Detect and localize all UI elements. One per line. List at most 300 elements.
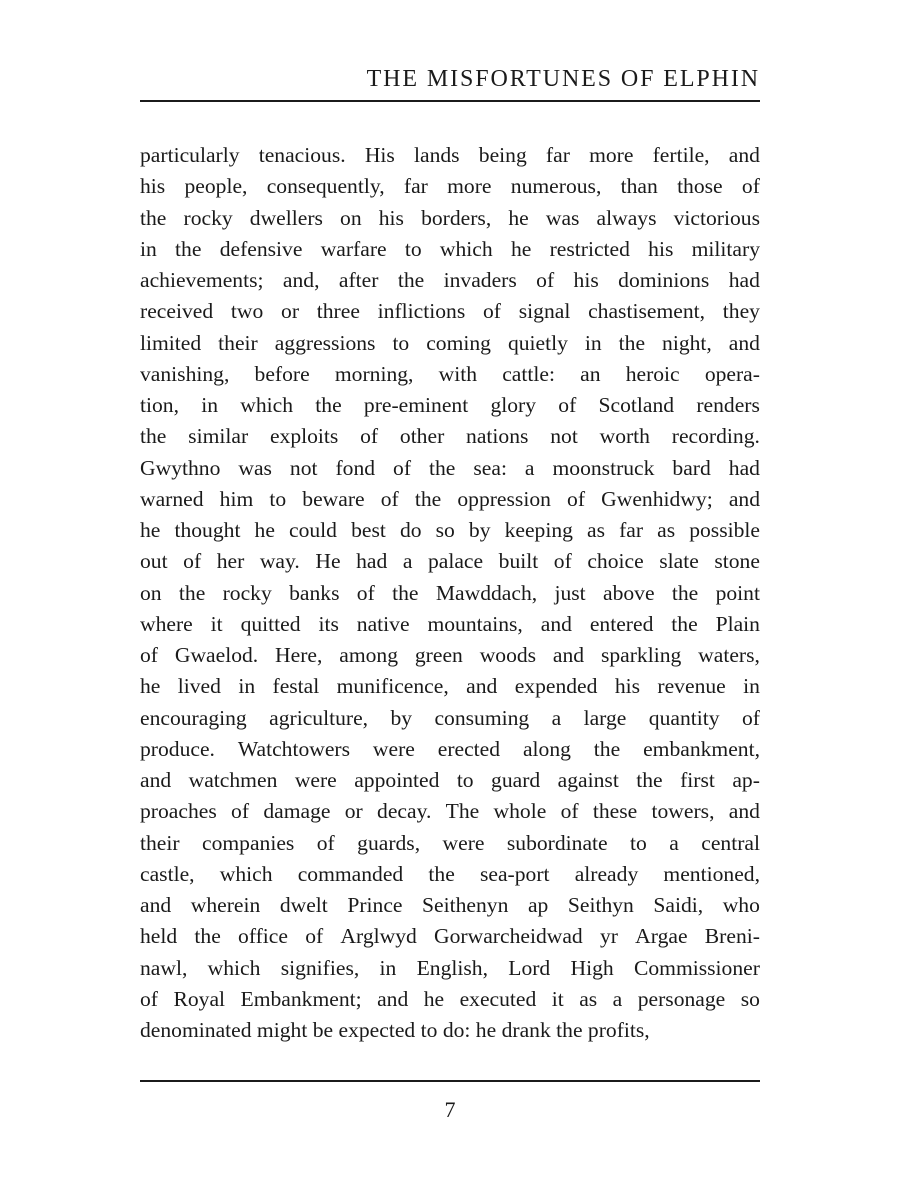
body-word: in (743, 674, 760, 699)
body-word: a (551, 705, 562, 730)
body-word: were (442, 830, 485, 855)
body-word: festal (272, 674, 320, 699)
body-word: English, (416, 955, 488, 980)
body-word: limited (140, 330, 202, 355)
body-word: the (140, 424, 167, 449)
body-word: to (392, 330, 410, 355)
body-word: the (178, 580, 206, 605)
body-word: glory (490, 393, 537, 417)
body-word: point (715, 580, 760, 605)
body-word: Here, (275, 643, 323, 667)
body-word: of (316, 830, 335, 855)
body-word: had (728, 455, 760, 480)
body-word: rocky (222, 580, 272, 605)
body-word: and (728, 330, 760, 355)
body-line (140, 609, 760, 640)
body-word: to (630, 830, 647, 855)
body-word: green (414, 643, 463, 667)
body-word: woods (479, 643, 537, 667)
body-word: its (318, 611, 339, 636)
body-word: Gwaelod. (174, 643, 259, 667)
body-word: and (728, 486, 760, 511)
body-word: whole (493, 799, 547, 824)
body-word: far (545, 143, 570, 167)
body-line (140, 359, 760, 390)
body-word: the (392, 580, 419, 605)
body-word: just (554, 580, 586, 605)
body-word: moonstruck (552, 455, 655, 480)
body-word: Seithyn (567, 893, 634, 917)
body-word: agriculture, (269, 705, 369, 730)
body-word: of (558, 393, 577, 417)
body-word: defensive (219, 236, 303, 261)
body-word: had (728, 268, 760, 292)
body-word: these (592, 799, 638, 824)
body-word: with (438, 361, 478, 386)
body-word: decay. (377, 799, 432, 824)
body-word: by (468, 518, 491, 542)
body-word: pre-eminent (363, 393, 469, 417)
body-word: He (315, 549, 341, 574)
body-word: among (339, 643, 399, 667)
body-word: in (379, 955, 397, 980)
body-text-block (140, 140, 760, 1046)
body-word: dominions (618, 268, 710, 292)
body-word: which (240, 393, 294, 417)
body-word: he (423, 986, 445, 1011)
body-word: High (570, 955, 614, 980)
body-word: his (614, 674, 641, 699)
body-word: proaches (140, 799, 217, 824)
body-word: beware (302, 486, 365, 511)
body-word: above (602, 580, 655, 605)
body-word: Embankment; (240, 986, 362, 1011)
body-word: heroic (625, 361, 680, 386)
body-word: yr (599, 924, 618, 949)
body-word: not (289, 455, 318, 480)
body-word: office (238, 924, 288, 949)
body-word: and (540, 611, 572, 636)
body-word: the (397, 268, 425, 292)
body-word: of (483, 299, 501, 324)
body-word: on (140, 580, 162, 605)
body-word: he (140, 518, 161, 542)
body-word: his (573, 268, 599, 292)
body-word: was (545, 205, 580, 230)
body-word: the (428, 861, 455, 886)
body-word: aggressions (274, 330, 376, 355)
body-word: their (140, 830, 180, 855)
body-word: quietly (507, 330, 568, 355)
body-word: they (722, 299, 760, 324)
body-word: morning, (334, 361, 414, 386)
body-word: far (619, 518, 644, 542)
body-word: Argae (635, 924, 688, 949)
body-word: bard (672, 455, 711, 480)
body-line (140, 921, 760, 952)
body-line (140, 796, 760, 827)
body-word: chastisement, (588, 299, 706, 324)
body-line (140, 859, 760, 890)
body-line (140, 984, 760, 1015)
body-word: and (466, 674, 498, 699)
body-word: of (380, 486, 399, 511)
body-word: mentioned, (663, 861, 760, 886)
body-word: erected (437, 736, 501, 761)
body-word: Gorwarcheidwad (434, 924, 583, 949)
body-word: the (671, 580, 699, 605)
body-word: far (403, 174, 428, 199)
body-word: in (201, 393, 219, 417)
body-word: Commissioner (633, 955, 760, 980)
body-word: were (372, 736, 415, 761)
body-word: Scotland (598, 393, 675, 417)
body-word: not (550, 424, 578, 449)
body-word: of (741, 705, 760, 730)
body-line (140, 265, 760, 296)
body-word: tenacious. (258, 143, 346, 167)
body-word: more (589, 143, 634, 167)
body-word: wherein (190, 893, 261, 917)
body-word: personage (637, 986, 726, 1011)
body-word: embankment, (643, 736, 760, 761)
body-word: signifies, (280, 955, 360, 980)
body-word: two (230, 299, 264, 324)
body-word: dwelt (279, 893, 328, 917)
body-word: and (552, 643, 585, 667)
body-word: than (620, 174, 658, 199)
body-word: people, (184, 174, 248, 199)
body-word: produce. (140, 736, 215, 761)
body-line (140, 328, 760, 359)
body-word: tion, (140, 393, 179, 417)
body-line (140, 765, 760, 796)
body-word: the (618, 330, 646, 355)
body-word: quitted (240, 611, 301, 636)
body-word: damage (263, 799, 331, 824)
body-word: a (669, 830, 679, 855)
body-word: a (524, 455, 535, 480)
body-word: three (316, 299, 360, 324)
body-word: as (587, 518, 605, 542)
body-word: he (510, 236, 532, 261)
body-word: lands (414, 143, 460, 167)
body-line (140, 453, 760, 484)
body-word: subordinate (506, 830, 608, 855)
body-line (140, 578, 760, 609)
body-word: commanded (297, 861, 404, 886)
body-word: lived (177, 674, 221, 699)
body-word: her (216, 549, 245, 574)
body-word: keeping (504, 518, 573, 542)
body-word: appointed (354, 768, 440, 792)
body-word: an (580, 361, 601, 386)
body-word: Gwenhidwy; (601, 486, 713, 511)
body-word: of (356, 580, 375, 605)
body-word: and (728, 143, 760, 167)
body-word: by (390, 705, 413, 730)
body-word: in (584, 330, 602, 355)
body-word: dwellers (249, 205, 323, 230)
body-word: fond (335, 455, 376, 480)
body-line (140, 515, 760, 546)
body-word: exploits (269, 424, 339, 449)
body-word: of (231, 799, 250, 824)
body-word: guard (491, 768, 541, 792)
body-word: the (593, 736, 621, 761)
body-word: numerous, (510, 174, 602, 199)
body-word: Lord (508, 955, 551, 980)
body-word: restricted (549, 236, 630, 261)
body-word: of (140, 643, 158, 667)
body-word: palace (427, 549, 484, 574)
body-line (140, 421, 760, 452)
body-word: The (445, 799, 480, 824)
body-word: watchmen (188, 768, 278, 792)
body-word: Seithenyn (422, 893, 509, 917)
body-word: do (399, 518, 422, 542)
body-word: of (553, 549, 572, 574)
footer-rule (140, 1080, 760, 1082)
body-word: borders, (421, 205, 492, 230)
body-word: the (429, 455, 456, 480)
body-word: to (456, 768, 474, 792)
body-word: choice (587, 549, 644, 574)
body-word: he (254, 518, 275, 542)
body-word: where (140, 611, 193, 636)
body-word: he (140, 674, 161, 699)
body-word: were (294, 768, 337, 792)
body-word: and (140, 893, 172, 917)
body-word: guards, (357, 830, 421, 855)
body-word: signal (518, 299, 571, 324)
body-line (140, 390, 760, 421)
body-word: central (701, 830, 760, 855)
body-word: which (439, 236, 493, 261)
body-word: stone (714, 549, 760, 574)
body-paragraph (140, 140, 760, 1046)
body-word: native (356, 611, 410, 636)
body-line (140, 953, 760, 984)
body-word: sparkling (600, 643, 682, 667)
body-word: recording. (671, 424, 760, 449)
body-word: a (612, 986, 623, 1011)
body-word: of (560, 799, 579, 824)
body-word: as (579, 986, 598, 1011)
body-line (140, 703, 760, 734)
body-word: the (140, 205, 167, 230)
body-word: ap- (732, 768, 760, 792)
body-word: it (551, 986, 564, 1011)
body-word: ap (527, 893, 549, 917)
body-word: large (583, 705, 627, 730)
body-word: consequently, (266, 174, 385, 199)
body-word: sea: (473, 455, 507, 480)
body-word: so (435, 518, 455, 542)
body-word: thought (174, 518, 241, 542)
body-word: of (360, 424, 379, 449)
body-word: it (210, 611, 223, 636)
body-word: who (722, 893, 760, 917)
body-line (140, 203, 760, 234)
body-word: and (377, 986, 409, 1011)
body-word: of (183, 549, 202, 574)
body-word: in (140, 236, 157, 261)
body-word: and (140, 768, 172, 792)
body-word: His (364, 143, 395, 167)
body-word: coming (426, 330, 491, 355)
body-line (140, 671, 760, 702)
body-word: of (140, 986, 158, 1011)
body-word: castle, (140, 861, 195, 886)
body-word: possible (689, 518, 760, 542)
body-word: so (740, 986, 760, 1011)
header-rule (140, 100, 760, 102)
body-word: towers, (651, 799, 715, 824)
body-word: revenue (657, 674, 726, 699)
body-word: of (393, 455, 412, 480)
body-word: companies (201, 830, 295, 855)
body-word: Plain (715, 611, 760, 636)
body-line (140, 734, 760, 765)
body-word: he (508, 205, 529, 230)
body-word: had (356, 549, 388, 574)
body-word: which (207, 955, 261, 980)
body-line: denominated might be expected to do: he drank the profits, (140, 1018, 650, 1042)
body-word: invaders (443, 268, 517, 292)
body-word: slate (659, 549, 699, 574)
body-word: before (254, 361, 310, 386)
body-word: was (238, 455, 272, 480)
body-word: after (338, 268, 379, 292)
body-word: the (194, 924, 221, 949)
body-line (140, 640, 760, 671)
body-word: rocky (183, 205, 233, 230)
body-word: out (140, 549, 168, 574)
body-word: Saidi, (653, 893, 704, 917)
body-word: always (596, 205, 657, 230)
body-word: him (219, 486, 254, 511)
body-word: the (671, 611, 698, 636)
body-word: Royal (173, 986, 226, 1011)
body-word: their (218, 330, 258, 355)
running-head: THE MISFORTUNES OF ELPHIN (366, 66, 760, 92)
body-word: best (351, 518, 386, 542)
body-word: victorious (673, 205, 760, 230)
body-word: along (522, 736, 571, 761)
body-word: of (567, 486, 586, 511)
body-word: the (315, 393, 342, 417)
body-line (140, 546, 760, 577)
body-word: expended (514, 674, 598, 699)
body-word: against (557, 768, 619, 792)
body-word: first (680, 768, 715, 792)
body-word: other (399, 424, 445, 449)
body-word: Arglwyd (340, 924, 417, 949)
body-word: to (269, 486, 287, 511)
body-word: and, (282, 268, 320, 292)
body-line (140, 234, 760, 265)
body-word: cattle: (502, 361, 555, 386)
body-line (140, 171, 760, 202)
body-word: Watchtowers (237, 736, 351, 761)
body-word: particularly (140, 143, 240, 167)
body-word: of (305, 924, 324, 949)
body-word: opera- (704, 361, 760, 386)
body-word: executed (459, 986, 537, 1011)
body-line (140, 296, 760, 327)
body-word: achievements; (140, 268, 264, 292)
body-word: or (344, 799, 363, 824)
body-word: Mawddach, (435, 580, 538, 605)
body-word: inflictions (377, 299, 466, 324)
body-word: or (281, 299, 300, 324)
body-word: his (140, 174, 166, 199)
body-line (140, 828, 760, 859)
body-word: waters, (698, 643, 760, 667)
body-word: received (140, 299, 214, 324)
body-word: the (414, 486, 442, 511)
body-word: his (378, 205, 404, 230)
body-word: vanishing, (140, 361, 230, 386)
body-word: way. (259, 549, 300, 574)
body-word: his (648, 236, 674, 261)
body-word: which (219, 861, 273, 886)
body-word: worth (599, 424, 650, 449)
body-word: to (404, 236, 422, 261)
body-word: fertile, (652, 143, 710, 167)
body-word: sea-port (479, 861, 550, 886)
body-word: being (478, 143, 527, 167)
body-word: built (498, 549, 539, 574)
body-word: the (175, 236, 202, 261)
body-word: nations (466, 424, 529, 449)
body-line (140, 484, 760, 515)
body-word: warned (140, 486, 204, 511)
body-word: more (447, 174, 492, 199)
body-word: Gwythno (140, 455, 221, 480)
body-word: Prince (347, 893, 403, 917)
body-word: in (238, 674, 256, 699)
body-word: Breni- (704, 924, 760, 949)
body-word: the (636, 768, 663, 792)
body-word: and (728, 799, 760, 824)
body-word: mountains, (427, 611, 523, 636)
body-line (140, 140, 760, 171)
body-word: night, (662, 330, 712, 355)
body-word: consuming (434, 705, 530, 730)
body-word: on (340, 205, 362, 230)
body-word: similar (188, 424, 249, 449)
body-word: could (289, 518, 337, 542)
body-word: renders (696, 393, 760, 417)
body-word: warfare (320, 236, 387, 261)
body-word: those (677, 174, 723, 199)
body-word: as (657, 518, 676, 542)
body-line (140, 890, 760, 921)
body-word: entered (589, 611, 654, 636)
body-word: of (536, 268, 555, 292)
body-word: quantity (648, 705, 720, 730)
body-word: military (691, 236, 760, 261)
body-word: oppression (457, 486, 551, 511)
body-word: nawl, (140, 955, 188, 980)
body-word: munificence, (336, 674, 449, 699)
body-word: banks (289, 580, 340, 605)
body-word: of (741, 174, 760, 199)
body-word: a (402, 549, 413, 574)
body-word: already (574, 861, 639, 886)
